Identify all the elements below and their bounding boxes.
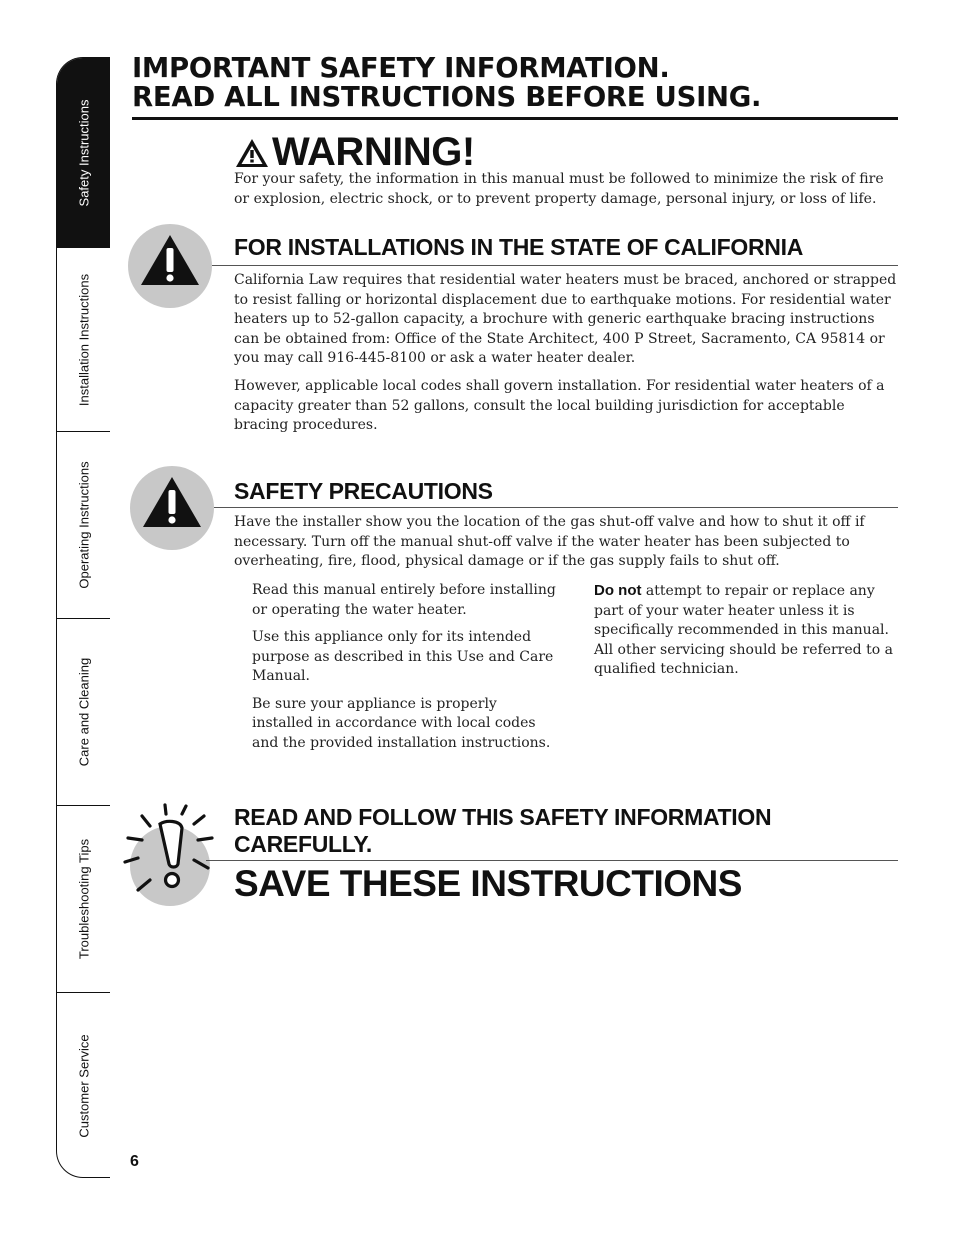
warning-triangle-icon — [234, 137, 270, 169]
caution-circle-icon — [130, 466, 214, 550]
precautions-divider — [214, 507, 898, 508]
warning-title: WARNING! — [272, 130, 475, 174]
tab-safety-instructions[interactable] — [57, 58, 110, 248]
precautions-intro: Have the installer show you the location of the gas shut-off valve and how to shut it off if necessary. Turn off the manual shut-off valve if the water heater has been subjected to overheating, fire, flood, physical damage or if the gas supply fails to shut off. — [234, 514, 865, 569]
page-title — [132, 54, 898, 112]
tab-operating-instructions[interactable] — [57, 432, 110, 619]
precautions-left-column — [252, 581, 562, 761]
safety-precautions-heading: SAFETY PRECAUTIONS — [234, 478, 493, 504]
do-not-emphasis: Do not — [594, 582, 642, 599]
page-title-line-2: READ ALL INSTRUCTIONS BEFORE USING. — [132, 81, 762, 113]
warning-text: For your safety, the information in this manual must be followed to minimize the risk of fire or explosion, electric shock, or to prevent property damage, personal injury, or loss of life. — [234, 171, 884, 207]
repair-warning-text: attempt to repair or replace any part of your water heater unless it is specifically recommended in this manual. All other servicing should be referred to a qualified technician. — [594, 583, 893, 677]
tab-label: Installation Instructions — [76, 273, 92, 406]
read-follow-line-1: READ AND FOLLOW THIS SAFETY INFORMATION — [234, 804, 772, 830]
attention-exclamation-icon — [120, 802, 220, 910]
section-tab-bar — [56, 57, 110, 1178]
tab-label: Troubleshooting Tips — [76, 838, 92, 960]
warning-heading — [234, 130, 475, 174]
california-heading: FOR INSTALLATIONS IN THE STATE OF CALIFORNIA — [234, 234, 803, 260]
tab-label: Safety Instructions — [76, 99, 92, 206]
tab-label: Operating Instructions — [76, 461, 92, 589]
title-divider — [132, 117, 898, 120]
list-item: Read this manual entirely before installing or operating the water heater. — [252, 582, 556, 618]
tab-care-and-cleaning[interactable] — [57, 619, 110, 806]
tab-label: Care and Cleaning — [76, 657, 92, 767]
tab-installation-instructions[interactable] — [57, 248, 110, 432]
caution-circle-icon — [128, 224, 212, 308]
precautions-right-column — [594, 581, 898, 680]
california-paragraph-1: California Law requires that residential water heaters must be braced, anchored or strapped to resist falling or horizontal displacement due to earthquake motions. For residential water heaters up to 52-gallon capacity, a brochure with generic earthquake bracing instructions can be obtained from: Office of the State Architect, 400 P Street, Sacramento, CA 95814 or you may call 916-445-8100 or ask a water heater dealer. — [234, 272, 897, 366]
read-follow-heading — [234, 804, 898, 858]
list-item: Be sure your appliance is properly installed in accordance with local codes and the provided installation instructions. — [252, 695, 551, 751]
list-item: Use this appliance only for its intended purpose as described in this Use and Care Manual. — [252, 629, 554, 684]
page-title-line-1: IMPORTANT SAFETY INFORMATION. — [132, 52, 670, 84]
closing-divider — [206, 860, 898, 861]
page-number: 6 — [130, 1153, 139, 1170]
read-follow-line-2: CAREFULLY. — [234, 831, 372, 857]
california-divider — [212, 265, 898, 266]
tab-customer-service[interactable] — [57, 993, 110, 1178]
tab-label: Customer Service — [76, 1034, 92, 1138]
tab-troubleshooting-tips[interactable] — [57, 806, 110, 993]
california-paragraph-2: However, applicable local codes shall govern installation. For residential water heaters of a capacity greater than 52 gallons, consult the local building jurisdiction for acceptable bracing procedures. — [234, 378, 885, 433]
save-instructions-heading: SAVE THESE INSTRUCTIONS — [234, 863, 742, 904]
